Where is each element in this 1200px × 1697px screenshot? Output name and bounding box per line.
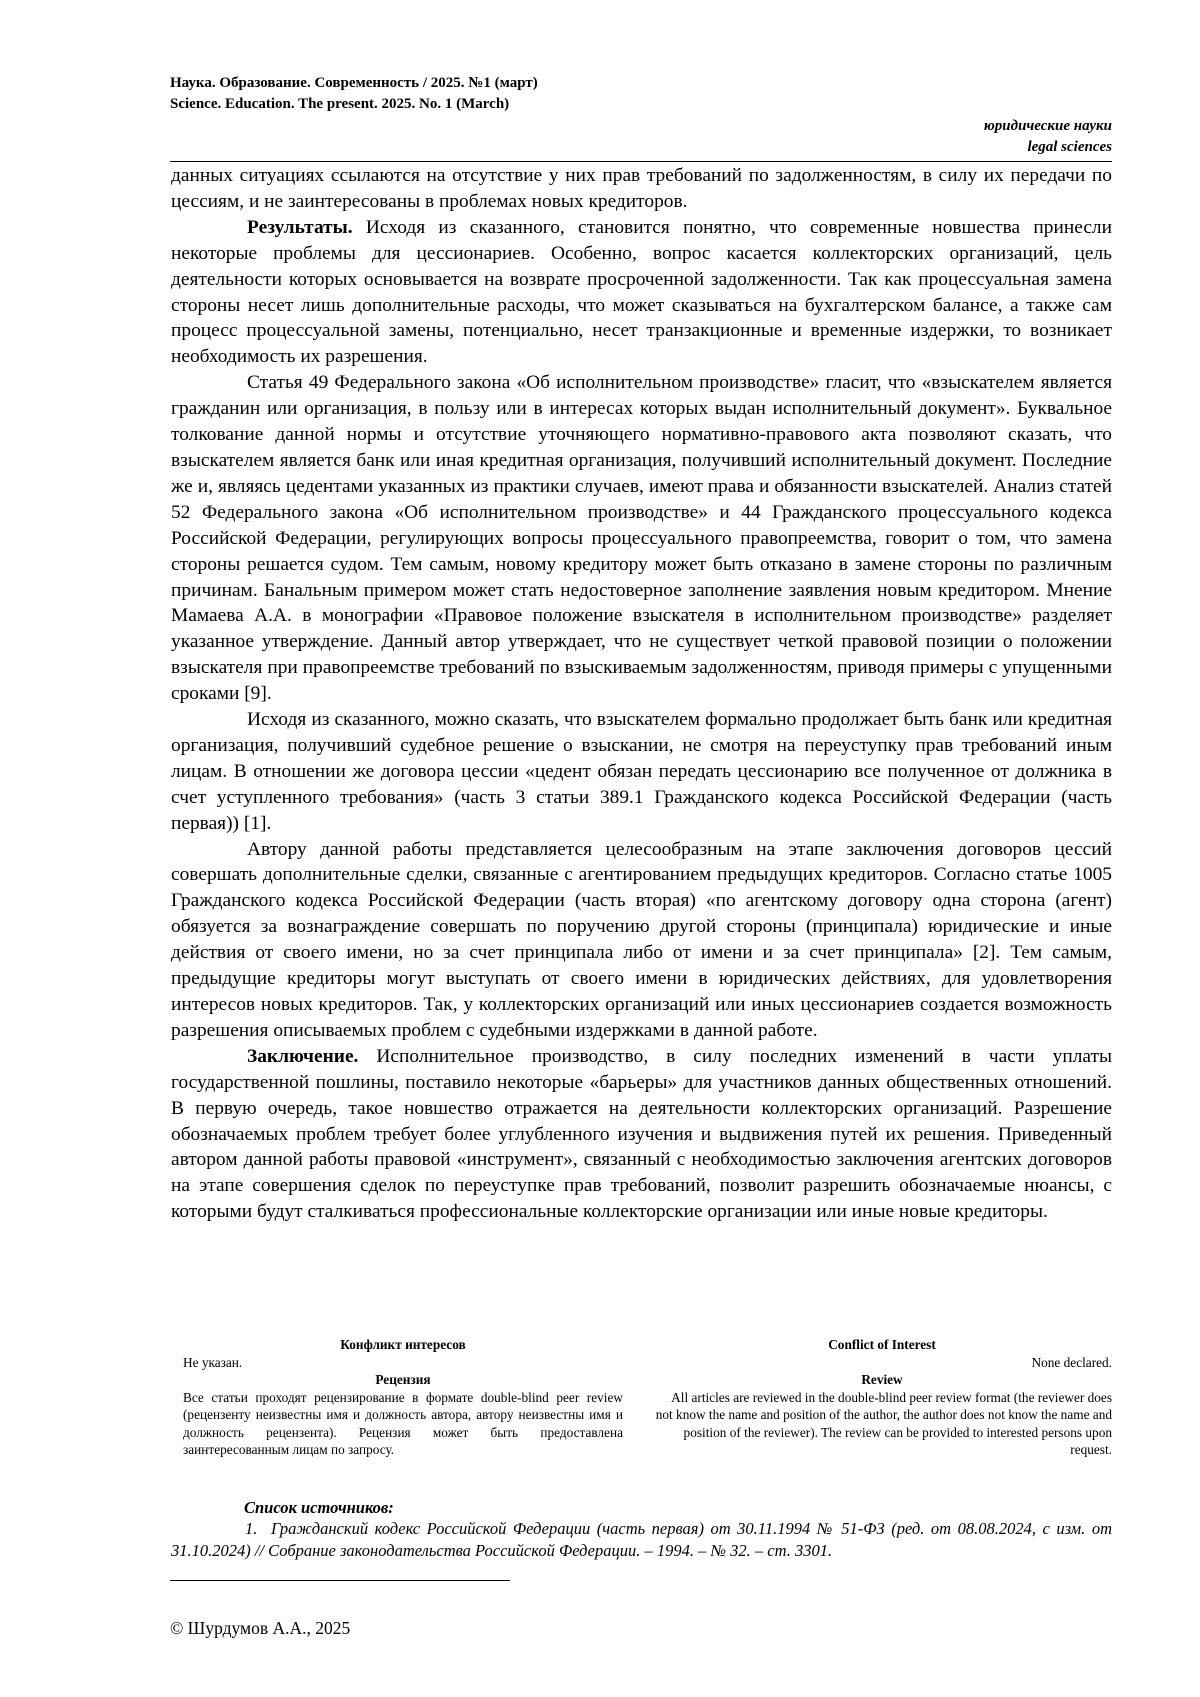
review-title-en: Review xyxy=(861,1372,903,1387)
conclusion-heading: Заключение. xyxy=(247,1045,359,1067)
paragraph-conclusion xyxy=(171,1044,1112,1225)
reference-text: Гражданский кодекс Российской Федерации (часть первая) от 30.11.1994 № 51-ФЗ (ред. от 08.08.2024, с изм. от 31.10.2024) // Собрание законодательства Российской Федерации. – 1994. – № 32. – ст. 3301. xyxy=(171,1519,1112,1560)
paragraph-agency: Автору данной работы представляется целесообразным на этапе заключения договоров цессий совершать дополнительные сделки, связанные с агентированием предыдущих кредиторов. Согласно статье 1005 Гражданского кодекса Российской Федерации (часть вторая) «по агентскому договору одна сторона (агент) обязуется за вознаграждение совершать по поручению другой стороны (принципала) юридические и иные действия от своего имени, но за счет принципала либо от имени и за счет принципала» [2]. Тем самым, предыдущие кредиторы могут выступать от своего имени в юридических действиях, для удовлетворения интересов новых кредиторов. Так, у коллекторских организаций или иных цессионариев создается возможность разрешения описываемых проблем с судебными издержками в данной работе. xyxy=(171,838,1112,1041)
section-tag xyxy=(984,116,1112,158)
conclusion-text: Исполнительное производство, в силу последних изменений в части уплаты государственной пошлины, поставило некоторые «барьеры» для участников данных общественных отношений. В первую очередь, такое новшество отражается на деятельности коллекторских организаций. Разрешение обозначаемых проблем требует более углубленного изучения и выдвижения путей их решения. Приведенный автором данной работы правовой «инструмент», связанный с необходимостью заключения агентских договоров на этапе совершения сделок по переуступке прав требований, позволит разрешить обозначаемые нюансы, с которыми будут сталкиваться профессиональные коллекторские организации или иные новые кредиторы. xyxy=(171,1045,1112,1223)
results-text: Исходя из сказанного, становится понятно, что современные новшества принесли некоторые проблемы для цессионариев. Особенно, вопрос касается коллекторских организаций, цель деятельности которых основывается на возврате просроченной задолженности. Так как процессуальная замена стороны несет лишь дополнительные расходы, что может сказываться на бухгалтерском балансе, а также сам процесс процессуальной замены, потенциально, несет транзакционные и временные издержки, то возникает необходимость их разрешения. xyxy=(171,216,1112,368)
review-text-ru: Все статьи проходят рецензирование в формате double-blind peer review (рецензенту неизвестны имя и должность автора, автору неизвестны имя и должность рецензента). Рецензия может быть предоставлена заинтересованным лицам по запросу. xyxy=(183,1389,623,1457)
results-heading: Результаты. xyxy=(247,216,353,238)
copyright: © Шурдумов А.А., 2025 xyxy=(170,1618,351,1638)
section-ru: юридические науки xyxy=(983,118,1112,134)
reference-item xyxy=(171,1518,1112,1562)
journal-title-en: Science. Education. The present. 2025. No. 1 (March) xyxy=(170,96,510,112)
declarations-ru xyxy=(183,1336,623,1459)
review-title-ru: Рецензия xyxy=(375,1372,431,1387)
conflict-value-en: None declared. xyxy=(1031,1354,1112,1370)
section-en: legal sciences xyxy=(1027,139,1112,155)
paragraph-article-49: Статья 49 Федерального закона «Об исполнительном производстве» гласит, что «взыскателем является гражданин или организация, в пользу или в интересах которых выдан исполнительный документ». Буквальное толкование данной нормы и отсутствие уточняющего нормативно-правового акта позволяют сказать, что взыскателем является банк или иная кредитная организация, получивший исполнительный документ. Последние же и, являясь цедентами указанных из практики случаев, имеют права и обязанности взыскателей. Анализ статей 52 Федерального закона «Об исполнительном производстве» и 44 Гражданского процессуального кодекса Российской Федерации, регулирующих вопросы процессуального правопреемства, говорит о том, что замена стороны решается судом. Тем самым, новому кредитору может быть отказано в замене стороны по различным причинам. Банальным примером может стать недостоверное заполнение заявления новым кредитором. Мнение Мамаева А.А. в монографии «Правовое положение взыскателя в исполнительном производстве» разделяет указанное утверждение. Данный автор утверждает, что не существует четкой правовой позиции о положении взыскателя при правопреемстве требований по взыскиваемым задолженностям, приводя примеры с упущенными сроками [9]. xyxy=(171,372,1112,705)
paragraph-continued: данных ситуациях ссылаются на отсутствие у них прав требований по задолженностям, в силу их передачи по цессиям, и не заинтересованы в проблемах новых кредиторов. xyxy=(171,165,1112,212)
paragraph-collector: Исходя из сказанного, можно сказать, что взыскателем формально продолжает быть банк или кредитная организация, получивший судебное решение о взыскании, не смотря на переуступку прав требований иным лицам. В отношении же договора цессии «цедент обязан передать цессионарию все полученное от должника в счет уступленного требования» (часть 3 статьи 389.1 Гражданского кодекса Российской Федерации (часть первая)) [1]. xyxy=(171,709,1112,834)
header-divider xyxy=(170,161,1112,162)
paragraph-results xyxy=(171,215,1112,370)
references-title: Список источников: xyxy=(244,1498,394,1517)
conflict-value-ru: Не указан. xyxy=(183,1354,243,1370)
review-text-en: All articles are reviewed in the double-blind peer review format (the reviewer does not know the name and position of the author, the author does not know the name and position of the reviewer). The review can be provided to interested persons upon request. xyxy=(655,1389,1112,1457)
reference-number: 1. xyxy=(245,1519,258,1538)
journal-title-ru: Наука. Образование. Современность / 2025. №1 (март) xyxy=(170,75,538,91)
article-body xyxy=(171,163,1112,1225)
declarations-en xyxy=(652,1336,1112,1459)
footnote-divider xyxy=(170,1580,510,1581)
conflict-title-ru: Конфликт интересов xyxy=(340,1337,466,1352)
conflict-title-en: Conflict of Interest xyxy=(828,1337,936,1352)
journal-header xyxy=(170,73,538,115)
